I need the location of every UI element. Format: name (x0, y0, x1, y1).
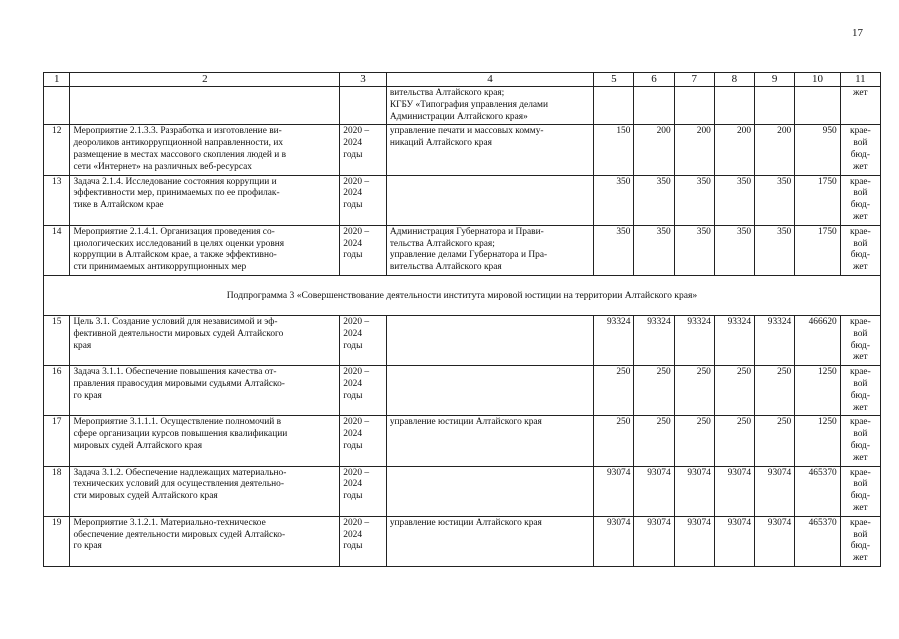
row-description (70, 466, 340, 516)
value-cell: 350 (634, 175, 674, 225)
value-cell: 250 (634, 366, 674, 416)
row-funding-source (840, 225, 880, 275)
value-cell: 200 (634, 125, 674, 175)
header-cell: 6 (634, 73, 674, 87)
value-cell: 350 (674, 225, 714, 275)
cell-line: годы (343, 390, 363, 401)
row-funding-source (840, 416, 880, 466)
cell-line: 2024 (343, 429, 363, 440)
cell-line: крае- (850, 517, 871, 528)
value-cell: 200 (714, 125, 754, 175)
cell-line: Администрации Алтайского края» (389, 111, 528, 122)
cell-line: годы (343, 340, 363, 351)
value-cell: 250 (755, 416, 795, 466)
cell-line: 2024 (343, 479, 363, 490)
cell-line: 2020 – (343, 517, 370, 528)
value-cell: 93074 (714, 516, 754, 566)
cell-line: бюд- (850, 340, 870, 351)
value-cell: 93074 (674, 466, 714, 516)
header-cell: 11 (840, 73, 880, 87)
row-executor (386, 315, 593, 365)
row-description (70, 175, 340, 225)
cell-line: технических условий для осуществления деятельно- (73, 479, 284, 490)
value-cell: 250 (594, 416, 634, 466)
value-cell: 1750 (795, 225, 841, 275)
header-cell: 10 (795, 73, 841, 87)
cell-line: Мероприятие 2.1.4.1. Организация проведения со- (73, 226, 275, 237)
value-cell: 250 (714, 366, 754, 416)
value-cell: 93074 (714, 466, 754, 516)
cell-line: бюд- (850, 541, 870, 552)
cell-line: вительства Алтайского края (389, 262, 502, 273)
value-cell: 93324 (674, 315, 714, 365)
value-cell: 93074 (755, 466, 795, 516)
value-cell: 93324 (714, 315, 754, 365)
cell-line: Мероприятие 3.1.1.1. Осуществление полномочий в (73, 417, 282, 428)
cell-line: бюд- (850, 491, 870, 502)
row-number: 19 (44, 516, 70, 566)
value-cell: 350 (594, 175, 634, 225)
row-funding-source (840, 125, 880, 175)
cell-line: циологических исследований в целях оценки уровня (73, 238, 285, 249)
cell-line: жет (853, 502, 868, 513)
cell-line: вой (853, 479, 868, 490)
cell-line: 2024 (343, 188, 363, 199)
cell-line: вой (853, 138, 868, 149)
value-cell: 250 (594, 366, 634, 416)
cell-line: эффективности мер, принимаемых по ее профилак- (73, 188, 280, 199)
value-cell (795, 87, 841, 125)
row-executor (386, 416, 593, 466)
header-cell: 8 (714, 73, 754, 87)
table-row (44, 516, 881, 566)
row-description (70, 416, 340, 466)
cell-line: жет (853, 88, 868, 98)
cell-line: вой (853, 529, 868, 540)
row-executor (386, 225, 593, 275)
cell-line: жет (853, 211, 868, 222)
header-cell: 2 (70, 73, 340, 87)
cell-line: крае- (850, 176, 871, 187)
cell-line: 2020 – (343, 467, 370, 478)
cell-line: 2024 (343, 529, 363, 540)
row-executor (386, 466, 593, 516)
table-row (44, 466, 881, 516)
cell-line: Задача 3.1.1. Обеспечение повышения качества от- (73, 367, 277, 378)
value-cell: 93074 (594, 516, 634, 566)
cell-line: тике в Алтайском крае (73, 200, 164, 211)
value-cell: 350 (714, 175, 754, 225)
cell-line: КГБУ «Типография управления делами (389, 99, 548, 110)
table-row (44, 175, 881, 225)
row-period (340, 466, 387, 516)
value-cell: 93074 (634, 466, 674, 516)
table-row (44, 125, 881, 175)
cell-line: края (73, 340, 92, 351)
cell-line: годы (343, 250, 363, 261)
cell-line: 2020 – (343, 316, 370, 327)
subprogram-row (44, 275, 881, 315)
value-cell: 1750 (795, 175, 841, 225)
subprogram-title: Подпрограмма 3 «Совершенствование деятельности института мировой юстиции на территории Алтайского края» (44, 275, 881, 315)
row-period (340, 516, 387, 566)
cell-line: крае- (850, 467, 871, 478)
cell-line: крае- (850, 126, 871, 137)
cell-line: бюд- (850, 200, 870, 211)
row-description (70, 87, 340, 125)
value-cell (755, 87, 795, 125)
cell-line: обеспечение деятельности мировых судей Алтайско- (73, 529, 286, 540)
cell-line: сфере организации курсов повышения квалификации (73, 429, 288, 440)
cell-line: Цель 3.1. Создание условий для независимой и эф- (73, 316, 278, 327)
row-executor (386, 175, 593, 225)
cell-line: тельства Алтайского края; (389, 238, 495, 249)
value-cell: 93074 (594, 466, 634, 516)
value-cell: 200 (674, 125, 714, 175)
cell-line: деороликов антикоррупционной направленности, их (73, 138, 284, 149)
page-number: 17 (852, 27, 863, 39)
cell-line: мировых судей Алтайского края (73, 440, 203, 451)
row-number (44, 87, 70, 125)
value-cell: 950 (795, 125, 841, 175)
row-funding-source (840, 516, 880, 566)
value-cell: 466620 (795, 315, 841, 365)
cell-line: жет (853, 452, 868, 463)
cell-line: коррупции в Алтайском крае, а также эффективно- (73, 250, 277, 261)
row-description (70, 225, 340, 275)
cell-line: Задача 3.1.2. Обеспечение надлежащих материально- (73, 467, 287, 478)
cell-line: размещение в местах массового скопления людей и в (73, 149, 287, 160)
cell-line: 2024 (343, 378, 363, 389)
cell-line: крае- (850, 226, 871, 237)
value-cell: 350 (634, 225, 674, 275)
value-cell: 250 (714, 416, 754, 466)
cell-line: управление юстиции Алтайского края (389, 417, 542, 428)
cell-line: 2024 (343, 138, 363, 149)
cell-line: жет (853, 262, 868, 273)
row-executor (386, 125, 593, 175)
value-cell: 250 (634, 416, 674, 466)
value-cell: 93074 (755, 516, 795, 566)
row-number: 13 (44, 175, 70, 225)
cell-line: 2020 – (343, 176, 370, 187)
row-period (340, 416, 387, 466)
row-period (340, 125, 387, 175)
cell-line: вой (853, 328, 868, 339)
table-row (44, 416, 881, 466)
cell-line: сти принимаемых антикоррупционных мер (73, 262, 247, 273)
row-period (340, 175, 387, 225)
value-cell (674, 87, 714, 125)
row-executor (386, 87, 593, 125)
cell-line: 2020 – (343, 367, 370, 378)
row-number: 16 (44, 366, 70, 416)
value-cell: 465370 (795, 466, 841, 516)
cell-line: 2020 – (343, 126, 370, 137)
value-cell: 350 (674, 175, 714, 225)
cell-line: сети «Интернет» на различных веб-ресурсах (73, 161, 252, 172)
cell-line: жет (853, 402, 868, 413)
row-period (340, 87, 387, 125)
header-cell: 5 (594, 73, 634, 87)
row-funding-source (840, 87, 880, 125)
row-period (340, 366, 387, 416)
value-cell: 150 (594, 125, 634, 175)
cell-line: фективной деятельности мировых судей Алтайского (73, 328, 284, 339)
header-cell: 3 (340, 73, 387, 87)
cell-line: бюд- (850, 149, 870, 160)
cell-line: 2024 (343, 328, 363, 339)
row-funding-source (840, 175, 880, 225)
value-cell: 93074 (634, 516, 674, 566)
header-row (44, 73, 881, 87)
cell-line: Мероприятие 3.1.2.1. Материально-техническое (73, 517, 266, 528)
header-cell: 7 (674, 73, 714, 87)
value-cell: 93324 (634, 315, 674, 365)
row-description (70, 125, 340, 175)
row-executor (386, 516, 593, 566)
table-row (44, 225, 881, 275)
row-funding-source (840, 315, 880, 365)
row-description (70, 516, 340, 566)
cell-line: крае- (850, 367, 871, 378)
cell-line: Задача 2.1.4. Исследование состояния коррупции и (73, 176, 277, 187)
header-cell: 9 (755, 73, 795, 87)
cell-line: жет (853, 161, 868, 172)
cell-line: жет (853, 352, 868, 363)
row-description (70, 315, 340, 365)
table-body (44, 87, 881, 567)
cell-line: бюд- (850, 250, 870, 261)
value-cell (594, 87, 634, 125)
cell-line: управление печати и массовых комму- (389, 126, 544, 137)
row-executor (386, 366, 593, 416)
cell-line: годы (343, 149, 363, 160)
value-cell: 350 (594, 225, 634, 275)
cell-line: вой (853, 188, 868, 199)
value-cell: 250 (674, 416, 714, 466)
cell-line: Мероприятие 2.1.3.3. Разработка и изготовление ви- (73, 126, 282, 137)
header-cell: 1 (44, 73, 70, 87)
cell-line: крае- (850, 316, 871, 327)
row-number: 18 (44, 466, 70, 516)
row-description (70, 366, 340, 416)
table-row (44, 87, 881, 125)
cell-line: сти мировых судей Алтайского края (73, 491, 218, 502)
cell-line: вой (853, 429, 868, 440)
cell-line: го края (73, 541, 102, 552)
cell-line: го края (73, 390, 102, 401)
cell-line: бюд- (850, 390, 870, 401)
table-row (44, 315, 881, 365)
cell-line: правления правосудия мировыми судьями Алтайско- (73, 378, 285, 389)
table-row (44, 366, 881, 416)
cell-line: вительства Алтайского края; (389, 88, 505, 98)
cell-line: управление юстиции Алтайского края (389, 517, 542, 528)
row-funding-source (840, 366, 880, 416)
cell-line: жет (853, 553, 868, 564)
row-number: 14 (44, 225, 70, 275)
value-cell: 93324 (594, 315, 634, 365)
value-cell: 350 (755, 225, 795, 275)
value-cell: 93324 (755, 315, 795, 365)
cell-line: вой (853, 238, 868, 249)
row-number: 17 (44, 416, 70, 466)
cell-line: годы (343, 200, 363, 211)
row-number: 15 (44, 315, 70, 365)
value-cell: 93074 (674, 516, 714, 566)
value-cell: 1250 (795, 416, 841, 466)
cell-line: 2020 – (343, 417, 370, 428)
cell-line: вой (853, 378, 868, 389)
value-cell: 465370 (795, 516, 841, 566)
row-funding-source (840, 466, 880, 516)
cell-line: годы (343, 440, 363, 451)
value-cell: 1250 (795, 366, 841, 416)
row-period (340, 315, 387, 365)
cell-line: годы (343, 491, 363, 502)
value-cell: 200 (755, 125, 795, 175)
cell-line: никаций Алтайского края (389, 138, 492, 149)
value-cell: 350 (755, 175, 795, 225)
value-cell: 250 (755, 366, 795, 416)
row-number: 12 (44, 125, 70, 175)
value-cell: 350 (714, 225, 754, 275)
cell-line: бюд- (850, 440, 870, 451)
row-period (340, 225, 387, 275)
value-cell (634, 87, 674, 125)
header-cell: 4 (386, 73, 593, 87)
program-table (43, 72, 881, 567)
cell-line: крае- (850, 417, 871, 428)
cell-line: 2024 (343, 238, 363, 249)
cell-line: 2020 – (343, 226, 370, 237)
value-cell: 250 (674, 366, 714, 416)
value-cell (714, 87, 754, 125)
cell-line: Администрация Губернатора и Прави- (389, 226, 544, 237)
cell-line: управление делами Губернатора и Пра- (389, 250, 548, 261)
cell-line: годы (343, 541, 363, 552)
